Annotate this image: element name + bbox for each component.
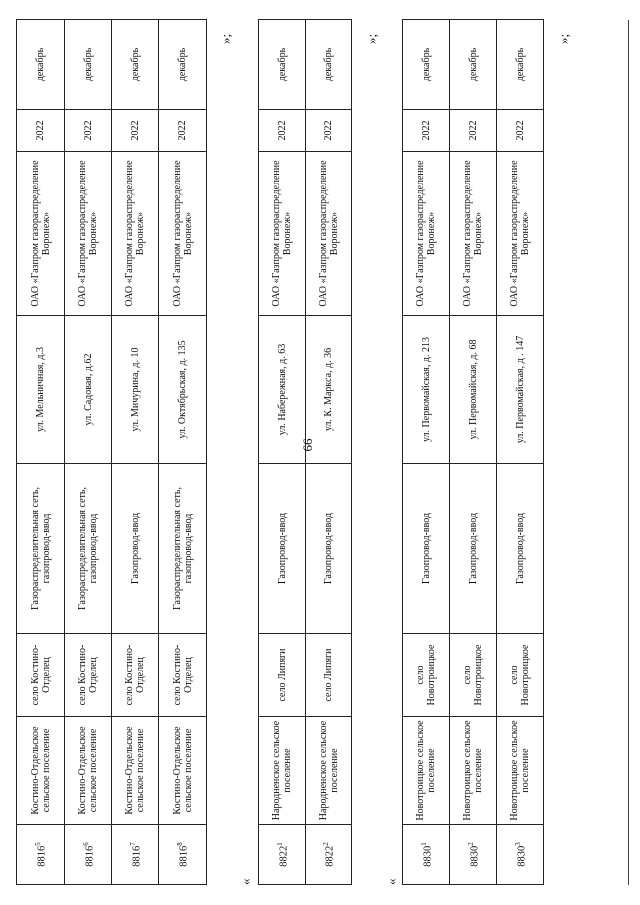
- closing-quote: »;: [364, 33, 379, 44]
- table-row: [65, 20, 112, 885]
- object-cell: Газораспределительная сеть, газопровод-ввод: [65, 464, 112, 634]
- year-cell: 2022: [306, 110, 352, 152]
- locality-cell: село Костино-Отделец: [17, 634, 65, 717]
- locality-cell: село Костино-Отделец: [112, 634, 159, 717]
- object-cell: Газопровод-ввод: [450, 464, 497, 634]
- month-cell: декабрь: [112, 20, 159, 110]
- row-id: 8822$^1$: [259, 825, 306, 885]
- year-cell: 2022: [65, 110, 112, 152]
- owner-cell: ОАО «Газпром газораспределение Воронеж»: [403, 152, 450, 316]
- settlement-cell: Народненское сельское поселение: [306, 717, 352, 825]
- closing-quote: »;: [556, 33, 571, 44]
- settlement-cell: Новотроицкое сельское поселение: [403, 717, 450, 825]
- year-cell: 2022: [159, 110, 207, 152]
- settlement-cell: Новотроицкое сельское поселение: [497, 717, 544, 825]
- settlement-cell: Костино-Отдельское сельское поселение: [112, 717, 159, 825]
- object-cell: Газораспределительная сеть, газопровод-ввод: [159, 464, 207, 634]
- locality-cell: село Новотроицкое: [450, 634, 497, 717]
- year-cell: 2022: [112, 110, 159, 152]
- owner-cell: ОАО «Газпром газораспределение Воронеж»: [17, 152, 65, 316]
- year-cell: 2022: [403, 110, 450, 152]
- locality-cell: село Новотроицкое: [403, 634, 450, 717]
- month-cell: декабрь: [403, 20, 450, 110]
- table-row: [259, 20, 306, 885]
- settlement-cell: Костино-Отдельское сельское поселение: [65, 717, 112, 825]
- month-cell: декабрь: [306, 20, 352, 110]
- owner-cell: ОАО «Газпром газораспределение Воронеж»: [259, 152, 306, 316]
- bottom-rule: [628, 20, 629, 885]
- page-number: 66: [300, 438, 315, 452]
- table-block-3: [402, 19, 544, 885]
- settlement-cell: Народненское сельское поселение: [259, 717, 306, 825]
- year-cell: 2022: [17, 110, 65, 152]
- owner-cell: ОАО «Газпром газораспределение Воронеж»: [450, 152, 497, 316]
- locality-cell: село Новотроицкое: [497, 634, 544, 717]
- table-row: [159, 20, 207, 885]
- locality-cell: село Липяги: [259, 634, 306, 717]
- row-id: 8830$^1$: [403, 825, 450, 885]
- table-block-1: [16, 19, 207, 885]
- row-id: 8830$^2$: [450, 825, 497, 885]
- year-cell: 2022: [450, 110, 497, 152]
- address-cell: ул. Октябрьская, д. 135: [159, 316, 207, 464]
- row-id: 8816$^6$: [65, 825, 112, 885]
- owner-cell: ОАО «Газпром газораспределение Воронеж»: [112, 152, 159, 316]
- table-block-2: [258, 19, 352, 885]
- row-id: 8816$^7$: [112, 825, 159, 885]
- row-id: 8822$^2$: [306, 825, 352, 885]
- locality-cell: село Костино-Отделец: [65, 634, 112, 717]
- closing-quote: »;: [218, 33, 233, 44]
- owner-cell: ОАО «Газпром газораспределение Воронеж»: [497, 152, 544, 316]
- object-cell: Газопровод-ввод: [403, 464, 450, 634]
- row-id: 8830$^3$: [497, 825, 544, 885]
- table-row: [497, 20, 544, 885]
- month-cell: декабрь: [65, 20, 112, 110]
- opening-quote: «: [238, 878, 253, 885]
- object-cell: Газопровод-ввод: [306, 464, 352, 634]
- settlement-cell: Костино-Отдельское сельское поселение: [159, 717, 207, 825]
- object-cell: Газопровод-ввод: [112, 464, 159, 634]
- locality-cell: село Костино-Отделец: [159, 634, 207, 717]
- address-cell: ул. Садовая, д.62: [65, 316, 112, 464]
- month-cell: декабрь: [159, 20, 207, 110]
- month-cell: декабрь: [17, 20, 65, 110]
- address-cell: ул. Набережная, д. 63: [259, 316, 306, 464]
- month-cell: декабрь: [450, 20, 497, 110]
- address-cell: ул. К. Маркса, д. 36: [306, 316, 352, 464]
- table-row: [306, 20, 352, 885]
- month-cell: декабрь: [259, 20, 306, 110]
- row-id: 8816$^8$: [159, 825, 207, 885]
- owner-cell: ОАО «Газпром газораспределение Воронеж»: [65, 152, 112, 316]
- month-cell: декабрь: [497, 20, 544, 110]
- address-cell: ул. Мичурина, д. 10: [112, 316, 159, 464]
- year-cell: 2022: [497, 110, 544, 152]
- address-cell: ул. Мельничная, д.3: [17, 316, 65, 464]
- object-cell: Газораспределительная сеть, газопровод-ввод: [17, 464, 65, 634]
- object-cell: Газопровод-ввод: [497, 464, 544, 634]
- locality-cell: село Липяги: [306, 634, 352, 717]
- table-row: [450, 20, 497, 885]
- owner-cell: ОАО «Газпром газораспределение Воронеж»: [306, 152, 352, 316]
- table-row: [403, 20, 450, 885]
- table-row: [112, 20, 159, 885]
- opening-quote: «: [384, 878, 399, 885]
- settlement-cell: Новотроицкое сельское поселение: [450, 717, 497, 825]
- settlement-cell: Костино-Отдельское сельское поселение: [17, 717, 65, 825]
- table-row: [17, 20, 65, 885]
- address-cell: ул. Первомайская, д . 147: [497, 316, 544, 464]
- year-cell: 2022: [259, 110, 306, 152]
- row-id: 8816$^5$: [17, 825, 65, 885]
- owner-cell: ОАО «Газпром газораспределение Воронеж»: [159, 152, 207, 316]
- address-cell: ул. Первомайская, д. 68: [450, 316, 497, 464]
- object-cell: Газопровод-ввод: [259, 464, 306, 634]
- address-cell: ул. Первомайская, д. 213: [403, 316, 450, 464]
